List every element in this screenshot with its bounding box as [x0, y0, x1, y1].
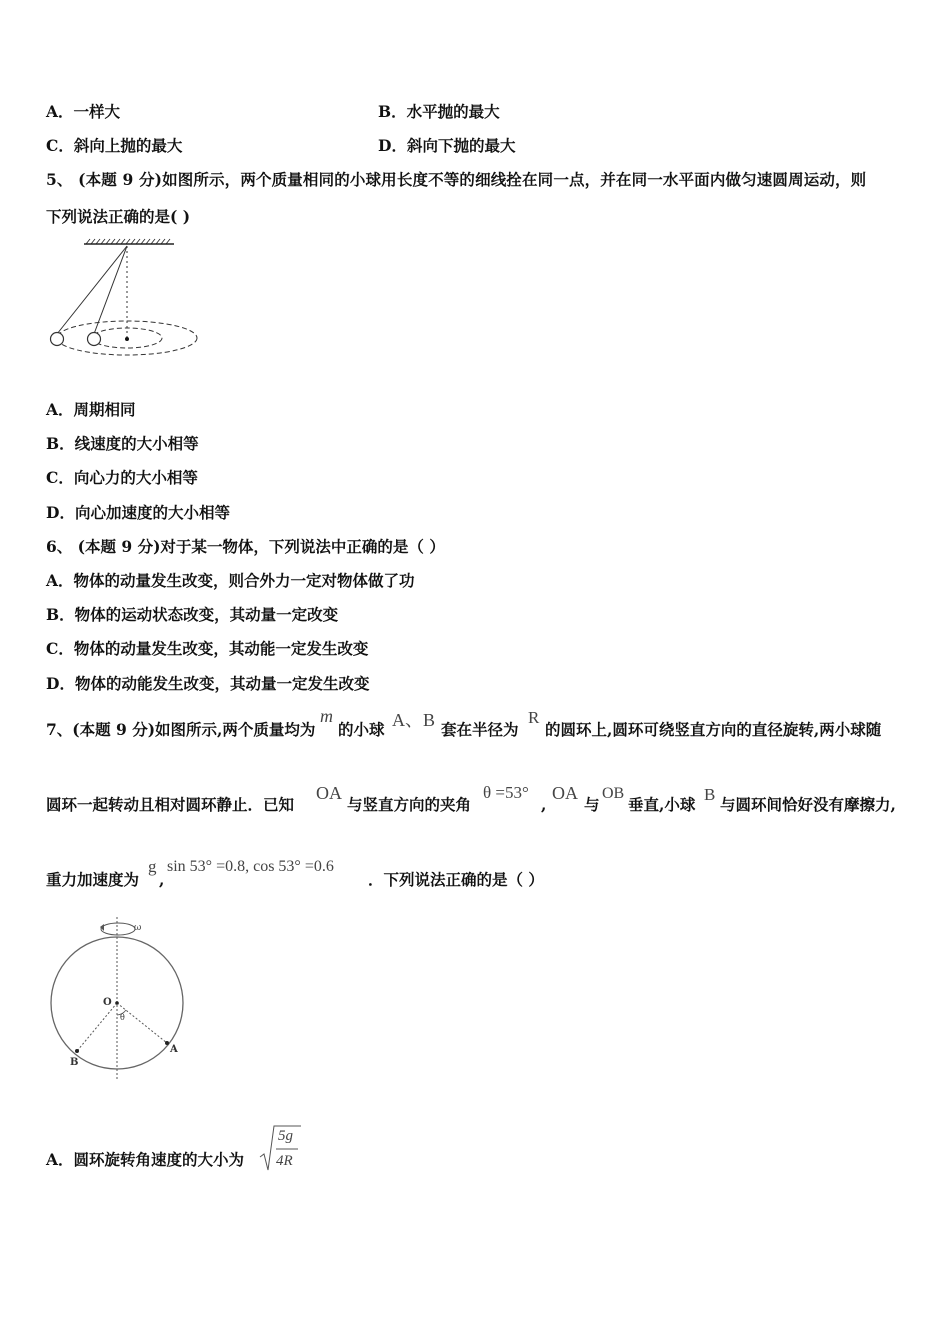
conical-pendulum-figure [44, 238, 204, 358]
fraction-denominator: 4R [276, 1153, 293, 1169]
q6-option-d: D．物体的动能发生改变，其动量一定发生改变 [46, 674, 370, 693]
q7-option-a: A．圆环旋转角速度的大小为 [46, 1150, 245, 1169]
q7-symbol-oa: OA [316, 783, 342, 803]
q4-option-d: D．斜向下抛的最大 [378, 136, 516, 155]
q7-symbol-m: m [320, 706, 333, 726]
q7-line3-part1: 重力加速度为 [46, 870, 140, 889]
rotating-ring-figure [46, 912, 188, 1082]
label-o: O [103, 997, 112, 1008]
q7-line3-part2: ．下列说法正确的是（ ） [368, 870, 544, 889]
q7-symbol-ob: OB [602, 785, 625, 802]
q5-stem-line2: 下列说法正确的是( ) [46, 207, 191, 226]
q5-option-c: C．向心力的大小相等 [46, 468, 198, 487]
q7-symbol-theta: θ =53° [483, 783, 529, 802]
label-theta: θ [120, 1013, 125, 1022]
q7-line1-part4: 的圆环上,圆环可绕竖直方向的直径旋转,两小球随 [545, 720, 882, 739]
q5-option-b: B．线速度的大小相等 [46, 434, 199, 453]
q7-symbol-r: R [528, 708, 540, 727]
q7-symbol-g: g [148, 857, 157, 876]
omega-label: ω [134, 923, 142, 933]
q7-symbol-oa-2: OA [552, 783, 578, 803]
q7-line2-part4: 垂直,小球 [628, 795, 696, 814]
q4-option-a: A．一样大 [46, 102, 121, 121]
q5-stem-line1: 5、 (本题 9 分)如图所示，两个质量相同的小球用长度不等的细线拴在同一点，并在同一水平面内做匀速圆周运动，则 [46, 170, 867, 189]
q7-line1-part1: 7、(本题 9 分)如图所示,两个质量均为 [46, 720, 316, 739]
q7-line2-part1: 圆环一起转动且相对圆环静止．已知 [46, 795, 295, 814]
label-b: B [70, 1057, 79, 1068]
q7-line3-comma: , [159, 870, 165, 889]
q6-option-b: B．物体的运动状态改变，其动量一定改变 [46, 605, 339, 624]
q6-option-c: C．物体的动量发生改变，其动能一定发生改变 [46, 639, 369, 658]
fraction-numerator: 5g [278, 1128, 293, 1144]
q5-option-d: D．向心加速度的大小相等 [46, 503, 230, 522]
q7-line2-part3: 与 [584, 795, 600, 814]
q7-symbol-b: B [704, 785, 716, 804]
q7-line1-part3: 套在半径为 [441, 720, 519, 739]
q6-option-a: A．物体的动量发生改变，则合外力一定对物体做了功 [46, 571, 415, 590]
label-a: A [170, 1044, 178, 1055]
q7-line2-part2: 与竖直方向的夹角 [347, 795, 472, 814]
q7-line2-part5: 与圆环间恰好没有摩擦力, [720, 795, 896, 814]
q4-option-b: B．水平抛的最大 [378, 102, 500, 121]
q7-line1-part2: 的小球 [338, 720, 385, 739]
q7-symbol-ab: A、B [392, 710, 436, 730]
q6-stem: 6、 (本题 9 分)对于某一物体，下列说法中正确的是（ ） [46, 537, 445, 556]
q7-trig-values: sin 53° =0.8, cos 53° =0.6 [167, 858, 334, 875]
q5-option-a: A．周期相同 [46, 400, 136, 419]
q4-option-c: C．斜向上抛的最大 [46, 136, 183, 155]
q7-line2-comma: , [541, 795, 547, 814]
